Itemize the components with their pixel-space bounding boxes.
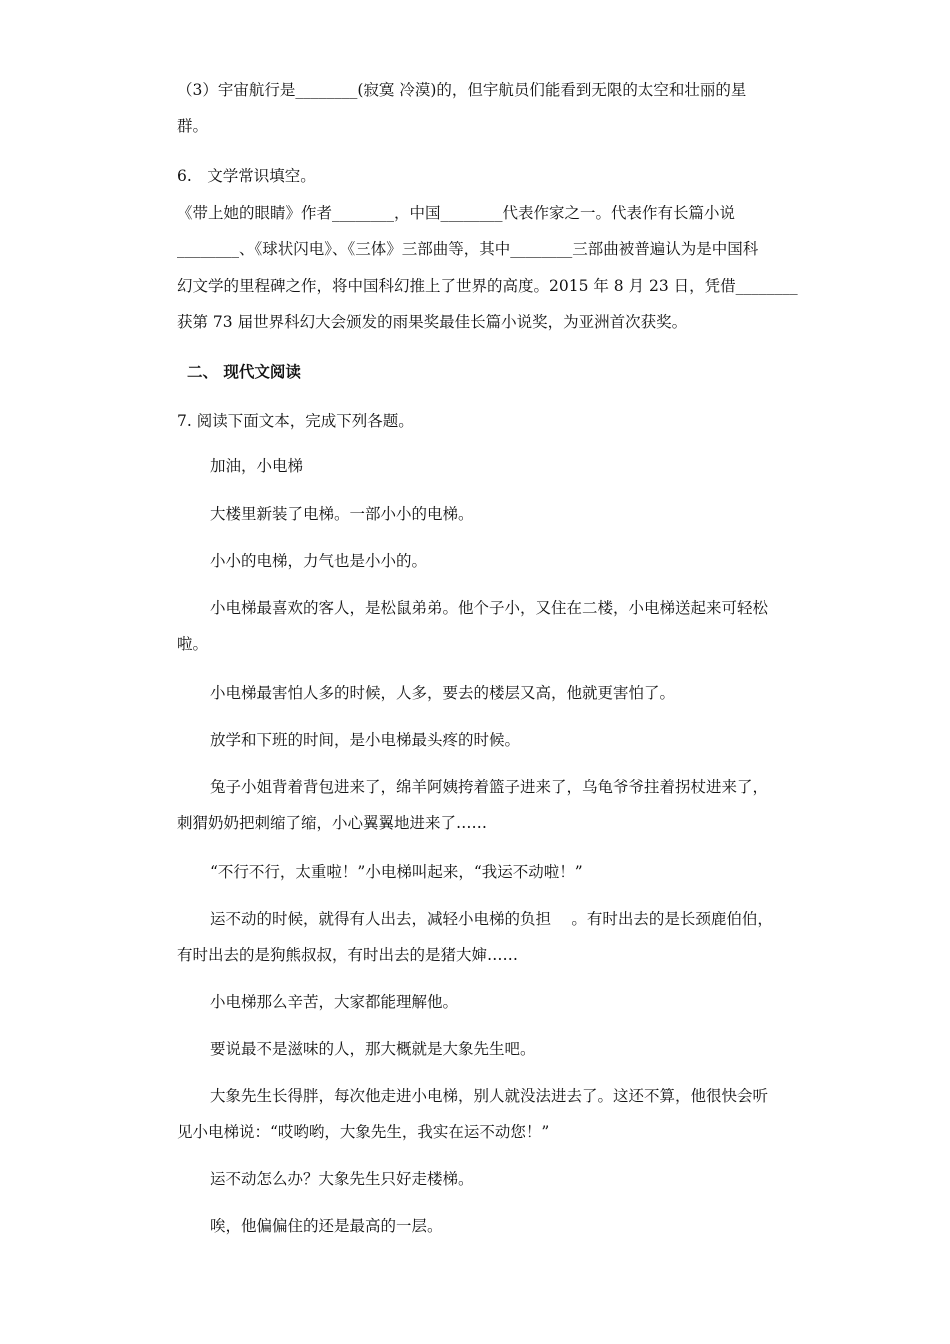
question-6-line-3: 幻文学的里程碑之作，将中国科幻推上了世界的高度。2015 年 8 月 23 日，凭借________ <box>177 277 798 295</box>
paragraph-11-line-2: 见小电梯说：“哎哟哟，大象先生，我实在运不动您！” <box>177 1123 550 1141</box>
paragraph-13: 唉，他偏偏住的还是最高的一层。 <box>210 1217 443 1235</box>
paragraph-3-line-1: 小电梯最喜欢的客人，是松鼠弟弟。他个子小，又住在二楼，小电梯送起来可轻松 <box>210 599 769 617</box>
paragraph-5: 放学和下班的时间，是小电梯最头疼的时候。 <box>210 731 521 749</box>
paragraph-4: 小电梯最害怕人多的时候，人多，要去的楼层又高，他就更害怕了。 <box>210 684 676 702</box>
paragraph-11-line-1: 大象先生长得胖，每次他走进小电梯，别人就没法进去了。这还不算，他很快会听 <box>210 1087 769 1105</box>
paragraph-10: 要说最不是滋味的人，那大概就是大象先生吧。 <box>210 1040 536 1058</box>
section-heading: 二、 现代文阅读 <box>187 362 301 381</box>
paragraph-12: 运不动怎么办？大象先生只好走楼梯。 <box>210 1170 474 1188</box>
paragraph-6-line-2: 刺猬奶奶把刺缩了缩，小心翼翼地进来了…… <box>177 814 488 832</box>
paragraph-9: 小电梯那么辛苦，大家都能理解他。 <box>210 993 459 1011</box>
paragraph-7: “不行不行，太重啦！”小电梯叫起来，“我运不动啦！” <box>210 863 583 881</box>
paragraph-8-line-1: 运不动的时候，就得有人出去，减轻小电梯的负担 。有时出去的是长颈鹿伯伯， <box>210 910 773 928</box>
question-5-3-line-1: （3）宇宙航行是________(寂寞 冷漠)的，但宇航员们能看到无限的太空和壮丽的星 <box>177 81 747 99</box>
paragraph-1: 大楼里新装了电梯。一部小小的电梯。 <box>210 505 474 523</box>
paragraph-3-line-2: 啦。 <box>177 635 209 653</box>
question-6-line-1: 《带上她的眼睛》作者________，中国________代表作家之一。代表作有长篇小说 <box>177 204 736 222</box>
paragraph-2: 小小的电梯，力气也是小小的。 <box>210 552 428 570</box>
question-6-line-2: ________、《球状闪电》、《三体》三部曲等，其中________三部曲被普遍认为是中国科 <box>177 240 759 258</box>
paragraph-8-line-2: 有时出去的是狗熊叔叔，有时出去的是猪大婶…… <box>177 946 519 964</box>
paragraph-6-line-1: 兔子小姐背着背包进来了，绵羊阿姨挎着篮子进来了，乌龟爷爷拄着拐杖进来了， <box>210 778 769 796</box>
question-7-title: 7. 阅读下面文本，完成下列各题。 <box>177 412 414 430</box>
question-6-title: 6. 文学常识填空。 <box>177 167 316 185</box>
story-title: 加油，小电梯 <box>210 457 304 475</box>
question-5-3-line-2: 群。 <box>177 117 209 135</box>
question-6-line-4: 获第 73 届世界科幻大会颁发的雨果奖最佳长篇小说奖，为亚洲首次获奖。 <box>177 313 688 331</box>
